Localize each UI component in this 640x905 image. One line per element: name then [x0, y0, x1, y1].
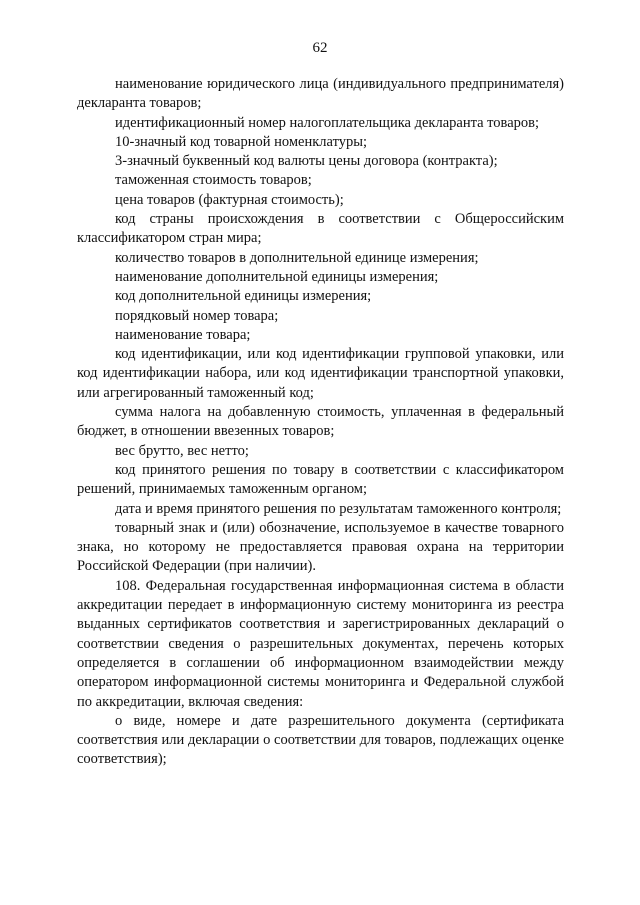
- paragraph: идентификационный номер налогоплательщика декларанта товаров;: [115, 114, 540, 131]
- paragraph: наименование дополнительной единицы измерения;: [115, 268, 439, 285]
- paragraph: код принятого решения по товару в соответствии с классификатором решений, принимаемых таможенным органом;: [77, 461, 564, 498]
- paragraph: цена товаров (фактурная стоимость);: [115, 191, 344, 208]
- paragraph: код дополнительной единицы измерения;: [115, 288, 372, 305]
- document-body: [77, 75, 564, 770]
- paragraph: наименование товара;: [115, 326, 251, 343]
- paragraph: 108. Федеральная государственная информационная система в области аккредитации передает в информационную систему мониторинга из реестра выданных сертификатов соответствия и зарегистрированных деклараций о соответствии сведения о разрешительных документах, перечень которых определяется в соглашении об информационном взаимодействии между оператором информационной системы мониторинга и Федеральной службой по аккредитации, включая сведения:: [77, 577, 564, 710]
- paragraph: товарный знак и (или) обозначение, используемое в качестве товарного знака, но которому не предоставляется правовая охрана на территории Российской Федерации (при наличии).: [77, 519, 564, 575]
- paragraph: 3-значный буквенный код валюты цены договора (контракта);: [115, 153, 498, 170]
- paragraph: вес брутто, вес нетто;: [115, 442, 249, 459]
- paragraph: дата и время принятого решения по результатам таможенного контроля;: [115, 500, 562, 517]
- paragraph: о виде, номере и дате разрешительного документа (сертификата соответствия или декларации о соответствии для товаров, подлежащих оценке соответствия);: [77, 712, 564, 768]
- paragraph: количество товаров в дополнительной единице измерения;: [115, 249, 479, 266]
- paragraph: 10-значный код товарной номенклатуры;: [115, 133, 367, 150]
- paragraph: сумма налога на добавленную стоимость, уплаченная в федеральный бюджет, в отношении ввезенных товаров;: [77, 404, 564, 440]
- page-number: 62: [312, 40, 328, 56]
- paragraph: наименование юридического лица (индивидуального предпринимателя) декларанта товаров;: [77, 76, 564, 112]
- paragraph: таможенная стоимость товаров;: [115, 172, 312, 189]
- paragraph: код идентификации, или код идентификации групповой упаковки, или код идентификации набора, или код идентификации транспортной упаковки, или агрегированный таможенный код;: [77, 346, 564, 401]
- paragraph: порядковый номер товара;: [115, 307, 279, 324]
- paragraph: код страны происхождения в соответствии с Общероссийским классификатором стран мира;: [77, 211, 564, 247]
